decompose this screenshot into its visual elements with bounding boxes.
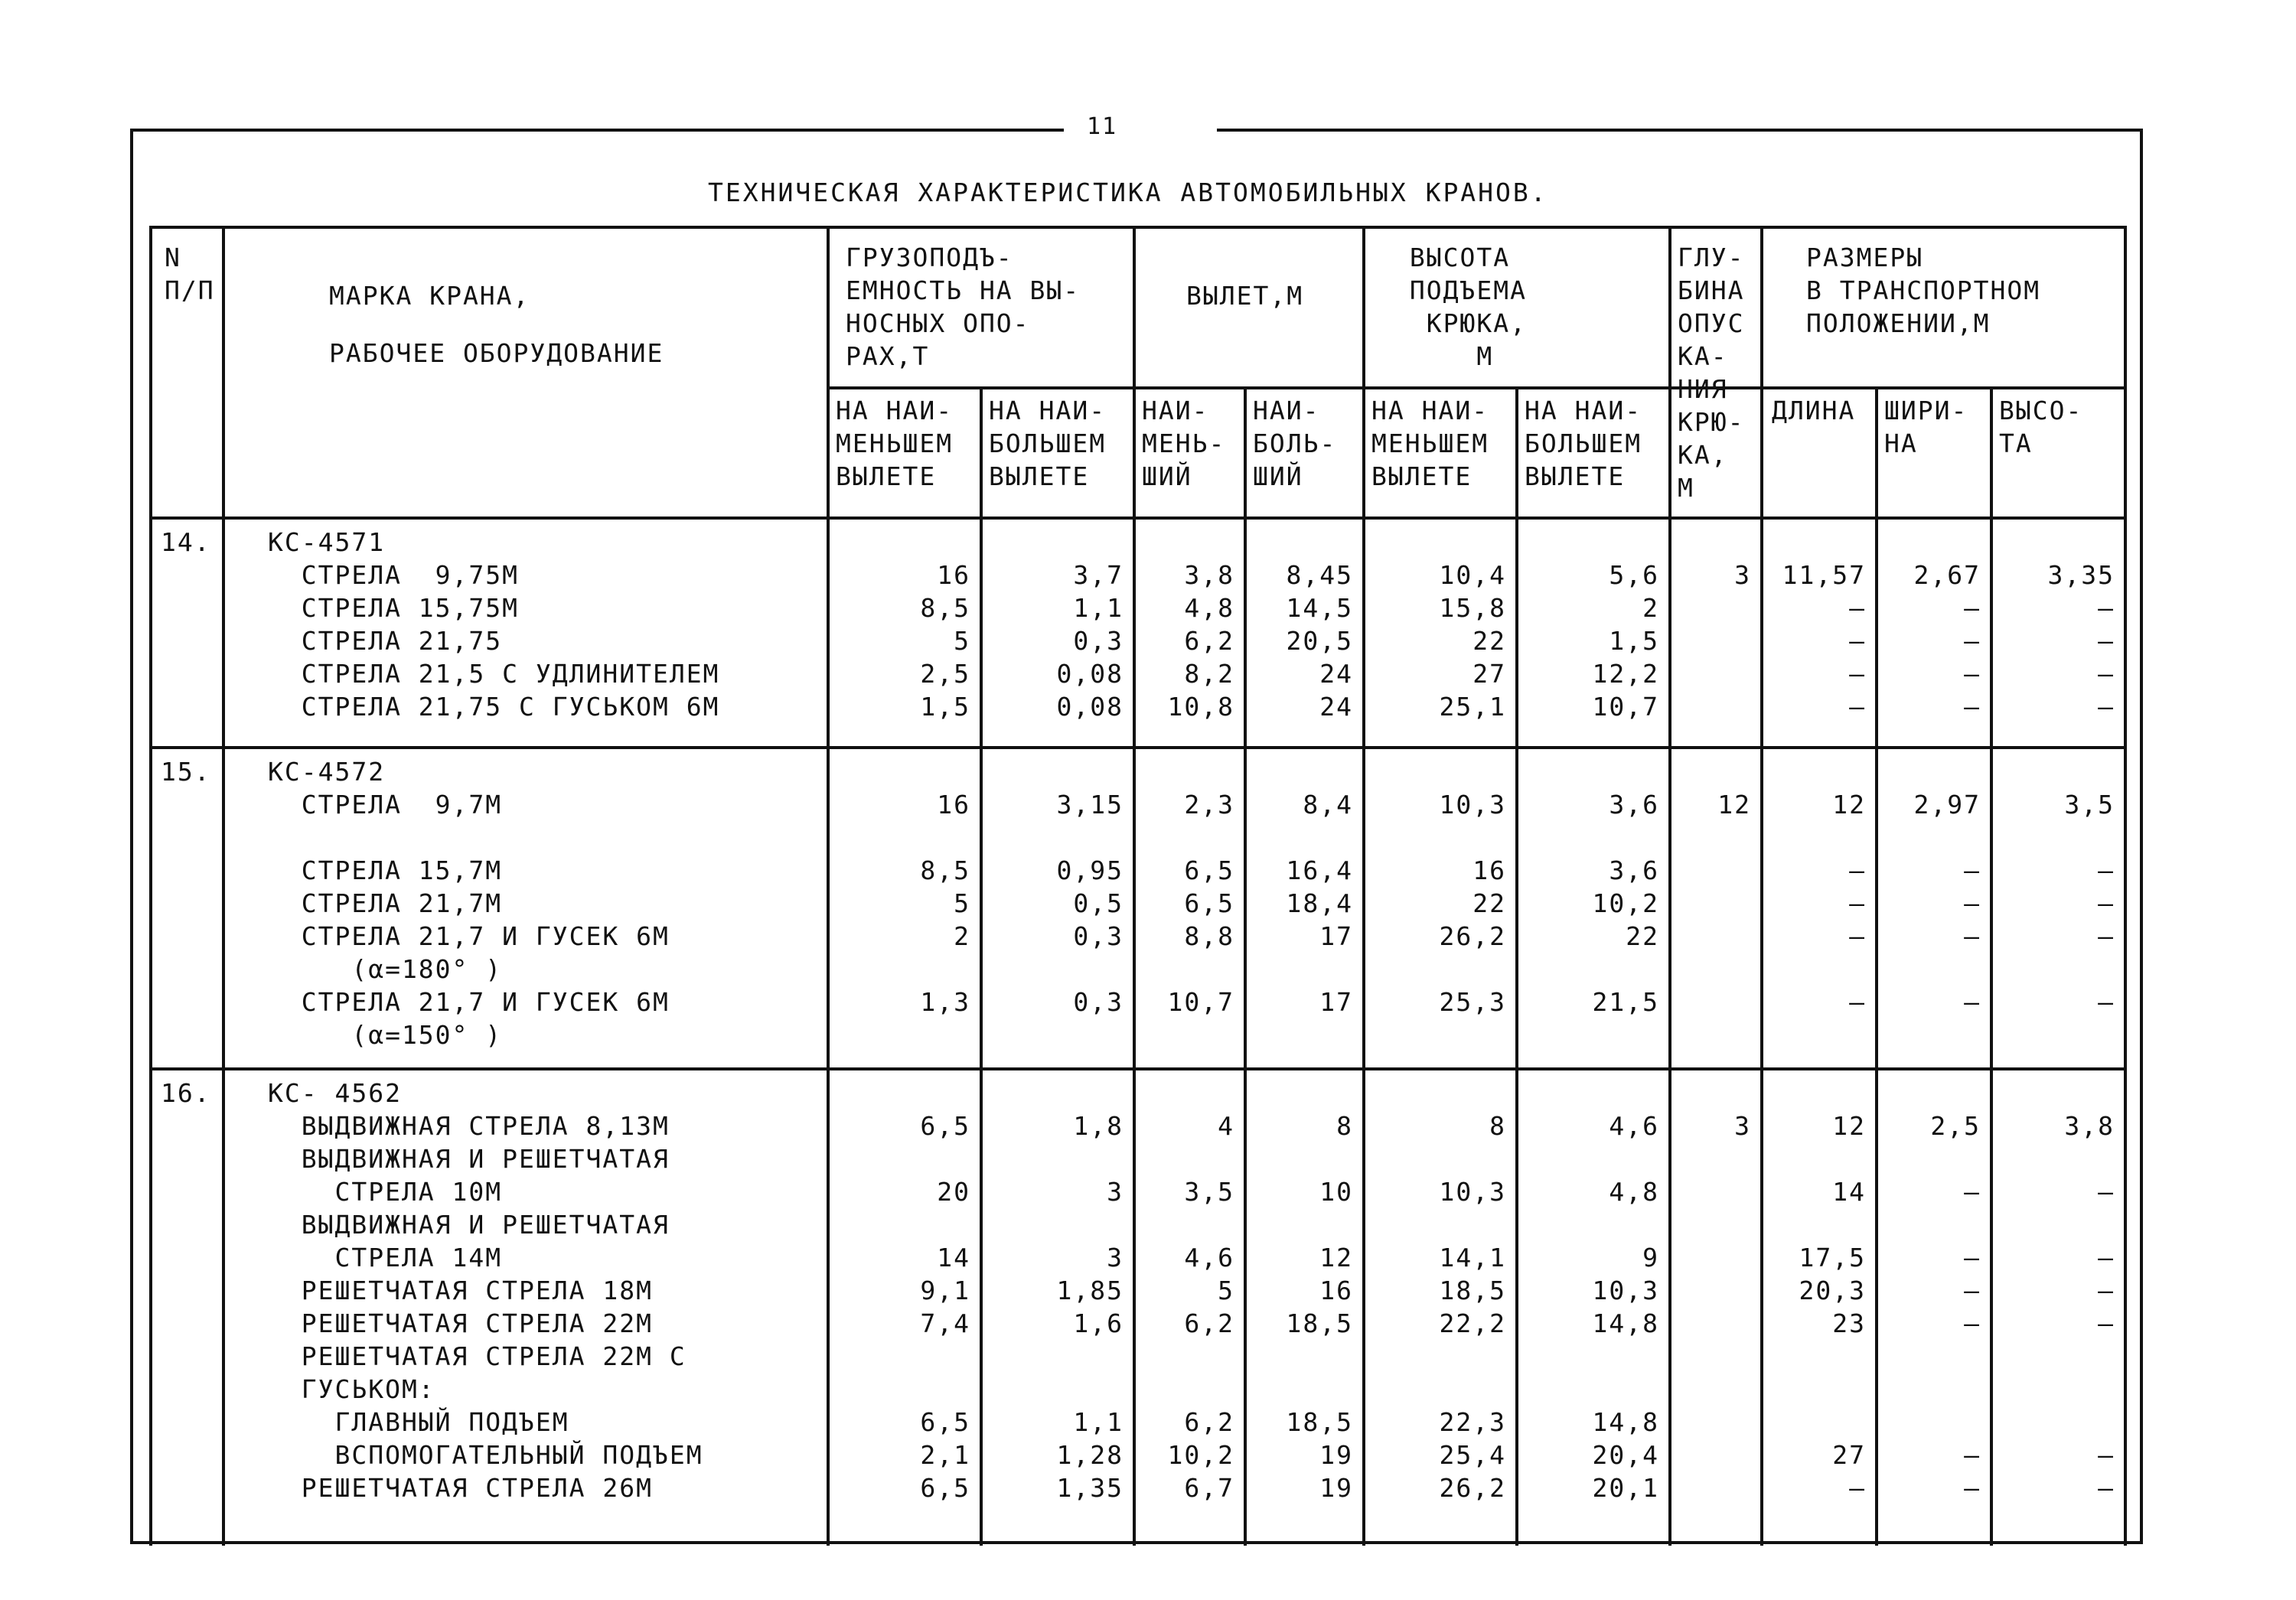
header-dims: РАЗМЕРЫ В ТРАНСПОРТНОМ ПОЛОЖЕНИИ,М — [1806, 243, 2041, 338]
cell-value: 25,4 — [1439, 1440, 1506, 1470]
equipment-name: СТРЕЛА 21,7М — [268, 888, 503, 918]
cell-value: 12 — [1832, 790, 1866, 820]
cell-value: 6,2 — [1184, 1308, 1234, 1338]
cell-value: – — [1964, 987, 1981, 1017]
crane-spec-table — [149, 226, 2124, 1546]
equipment-name: ГУСЬКОМ: — [268, 1374, 435, 1404]
cell-value: 27 — [1832, 1440, 1866, 1470]
cell-value: 22 — [1473, 888, 1506, 918]
cell-value: 12 — [1319, 1243, 1353, 1273]
cell-value: – — [2098, 921, 2115, 951]
column-line — [1760, 226, 1763, 1546]
cell-value: – — [1964, 593, 1981, 623]
header-reach: ВЫЛЕТ,М — [1186, 281, 1304, 311]
cell-value: 2,1 — [920, 1440, 970, 1470]
cell-value: 12 — [1832, 1111, 1866, 1141]
cell-value: 8 — [1336, 1111, 1353, 1141]
cell-value: 10,7 — [1592, 692, 1659, 722]
header-equipment-line: РАБОЧЕЕ ОБОРУДОВАНИЕ — [329, 338, 664, 368]
cell-value: 10,3 — [1592, 1276, 1659, 1305]
table-title: ТЕХНИЧЕСКАЯ ХАРАКТЕРИСТИКА АВТОМОБИЛЬНЫХ КРАНОВ. — [708, 178, 1548, 207]
cell-value: 4,8 — [1184, 593, 1234, 623]
column-line — [1133, 226, 1136, 1546]
cell-value: 0,3 — [1073, 921, 1124, 951]
cell-value: 10,7 — [1167, 987, 1234, 1017]
cell-value: 6,5 — [1184, 888, 1234, 918]
column-line — [827, 226, 830, 1546]
row-number: 16. — [161, 1078, 211, 1108]
cell-value: 8,5 — [920, 593, 970, 623]
cell-value: 20,1 — [1592, 1473, 1659, 1503]
cell-value: 24 — [1319, 692, 1353, 722]
cell-value: 20 — [937, 1177, 970, 1207]
cell-value: 12 — [1717, 790, 1751, 820]
cell-value: 18,5 — [1286, 1407, 1353, 1437]
cell-value: 10,4 — [1439, 560, 1506, 590]
cell-value: 3 — [1734, 560, 1751, 590]
equipment-name: РЕШЕТЧАТАЯ СТРЕЛА 22М С — [268, 1341, 687, 1371]
cell-value: 10 — [1319, 1177, 1353, 1207]
cell-value: 0,3 — [1073, 626, 1124, 656]
equipment-name: КС- 4562 — [268, 1078, 402, 1108]
cell-value: 22,3 — [1439, 1407, 1506, 1437]
header-cap-max: НА НАИ- БОЛЬШЕМ ВЫЛЕТЕ — [989, 396, 1107, 491]
cell-value: – — [2098, 659, 2115, 689]
equipment-name: СТРЕЛА 15,75М — [268, 593, 520, 623]
header-depth: ГЛУ- БИНА ОПУС КА- НИЯ КРЮ- КА, М — [1678, 243, 1745, 503]
cell-value: 17 — [1319, 987, 1353, 1017]
cell-value: 22 — [1473, 626, 1506, 656]
cell-value: – — [2098, 692, 2115, 722]
cell-value: 21,5 — [1592, 987, 1659, 1017]
cell-value: 6,5 — [920, 1407, 970, 1437]
cell-value: 4,6 — [1609, 1111, 1659, 1141]
cell-value: 3,7 — [1073, 560, 1124, 590]
cell-value: 17,5 — [1799, 1243, 1866, 1273]
cell-value: 0,5 — [1073, 888, 1124, 918]
row-number: 15. — [161, 757, 211, 787]
cell-value: – — [1964, 1473, 1981, 1503]
cell-value: 24 — [1319, 659, 1353, 689]
header-reach-min: НАИ- МЕНЬ- ШИЙ — [1142, 396, 1226, 491]
cell-value: 8,4 — [1303, 790, 1353, 820]
cell-value: 25,1 — [1439, 692, 1506, 722]
column-line — [1668, 226, 1671, 1546]
cell-value: 2,67 — [1913, 560, 1981, 590]
cell-value: 5,6 — [1609, 560, 1659, 590]
cell-value: 20,5 — [1286, 626, 1353, 656]
cell-value: 3,6 — [1609, 790, 1659, 820]
subcolumn-line — [1875, 386, 1878, 1546]
equipment-name: (α=150° ) — [268, 1020, 503, 1050]
cell-value: 3 — [1107, 1177, 1124, 1207]
cell-value: 16 — [1473, 855, 1506, 885]
cell-value: 26,2 — [1439, 921, 1506, 951]
section-line — [149, 1067, 2124, 1070]
equipment-name: ВЫДВИЖНАЯ СТРЕЛА 8,13М — [268, 1111, 670, 1141]
cell-value: 3,8 — [2064, 1111, 2115, 1141]
cell-value: 1,5 — [920, 692, 970, 722]
cell-value: 19 — [1319, 1440, 1353, 1470]
cell-value: 5 — [954, 626, 970, 656]
cell-value: 1,5 — [1609, 626, 1659, 656]
cell-value: 1,28 — [1056, 1440, 1124, 1470]
equipment-name: (α=180° ) — [268, 954, 503, 984]
cell-value: – — [2098, 987, 2115, 1017]
cell-value: 6,5 — [920, 1473, 970, 1503]
column-line — [1362, 226, 1365, 1546]
cell-value: 16 — [937, 560, 970, 590]
subheader-line — [827, 386, 1760, 389]
subcolumn-line — [980, 386, 983, 1546]
column-line — [149, 226, 152, 1546]
cell-value: 0,95 — [1056, 855, 1124, 885]
cell-value: 8,2 — [1184, 659, 1234, 689]
equipment-name: КС-4572 — [268, 757, 386, 787]
cell-value: – — [1849, 626, 1866, 656]
cell-value: 14,8 — [1592, 1308, 1659, 1338]
cell-value: 18,4 — [1286, 888, 1353, 918]
cell-value: 0,08 — [1056, 692, 1124, 722]
cell-value: 2,5 — [1930, 1111, 1981, 1141]
cell-value: 19 — [1319, 1473, 1353, 1503]
cell-value: – — [2098, 888, 2115, 918]
column-line — [2124, 226, 2127, 1546]
cell-value: 16 — [937, 790, 970, 820]
header-height-max: НА НАИ- БОЛЬШЕМ ВЫЛЕТЕ — [1525, 396, 1642, 491]
equipment-name: ВСПОМОГАТЕЛЬНЫЙ ПОДЪЕМ — [268, 1440, 703, 1470]
equipment-name: СТРЕЛА 21,5 С УДЛИНИТЕЛЕМ — [268, 659, 720, 689]
equipment-name: ВЫДВИЖНАЯ И РЕШЕТЧАТАЯ — [268, 1210, 670, 1240]
equipment-name: СТРЕЛА 14М — [268, 1243, 503, 1273]
cell-value: 5 — [954, 888, 970, 918]
cell-value: – — [1964, 1177, 1981, 1207]
header-height-transport: ВЫСО- ТА — [1999, 396, 2083, 458]
row-number: 14. — [161, 527, 211, 557]
cell-value: 1,6 — [1073, 1308, 1124, 1338]
cell-value: – — [2098, 1177, 2115, 1207]
cell-value: 3,5 — [1184, 1177, 1234, 1207]
cell-value: 15,8 — [1439, 593, 1506, 623]
cell-value: 1,3 — [920, 987, 970, 1017]
cell-value: 1,1 — [1073, 593, 1124, 623]
cell-value: – — [1964, 921, 1981, 951]
equipment-name: СТРЕЛА 10М — [268, 1177, 503, 1207]
cell-value: 16 — [1319, 1276, 1353, 1305]
page-number: 11 — [1071, 113, 1133, 140]
cell-value: 17 — [1319, 921, 1353, 951]
cell-value: – — [1964, 1276, 1981, 1305]
cell-value: – — [2098, 855, 2115, 885]
equipment-name: СТРЕЛА 21,75 С ГУСЬКОМ 6М — [268, 692, 720, 722]
cell-value: 9 — [1642, 1243, 1659, 1273]
cell-value: – — [1964, 855, 1981, 885]
cell-value: 0,3 — [1073, 987, 1124, 1017]
header-length: ДЛИНА — [1772, 396, 1856, 425]
cell-value: – — [2098, 1276, 2115, 1305]
cell-value: 3,5 — [2064, 790, 2115, 820]
cell-value: – — [1964, 692, 1981, 722]
cell-value: 1,8 — [1073, 1111, 1124, 1141]
table-top-line — [149, 226, 2124, 229]
subheader-line-dims — [1760, 386, 2124, 389]
cell-value: – — [1964, 1243, 1981, 1273]
cell-value: 2,97 — [1913, 790, 1981, 820]
cell-value: 3 — [1107, 1243, 1124, 1273]
cell-value: 18,5 — [1286, 1308, 1353, 1338]
cell-value: 12,2 — [1592, 659, 1659, 689]
cell-value: 9,1 — [920, 1276, 970, 1305]
cell-value: 8,5 — [920, 855, 970, 885]
equipment-name: ВЫДВИЖНАЯ И РЕШЕТЧАТАЯ — [268, 1144, 670, 1174]
cell-value: 25,3 — [1439, 987, 1506, 1017]
cell-value: – — [1849, 987, 1866, 1017]
cell-value: 5 — [1218, 1276, 1234, 1305]
cell-value: 14 — [1832, 1177, 1866, 1207]
equipment-name: СТРЕЛА 9,7М — [268, 790, 503, 820]
cell-value: – — [1849, 593, 1866, 623]
cell-value: – — [2098, 1243, 2115, 1273]
cell-value: 3,6 — [1609, 855, 1659, 885]
header-brand-line: МАРКА КРАНА, — [329, 281, 530, 311]
cell-value: 4,6 — [1184, 1243, 1234, 1273]
header-hook-height: ВЫСОТА ПОДЪЕМА КРЮКА, М — [1409, 243, 1527, 371]
cell-value: 2,3 — [1184, 790, 1234, 820]
cell-value: 27 — [1473, 659, 1506, 689]
cell-value: 22,2 — [1439, 1308, 1506, 1338]
cell-value: – — [2098, 1308, 2115, 1338]
cell-value: – — [1849, 659, 1866, 689]
header-cap-min: НА НАИ- МЕНЬШЕМ ВЫЛЕТЕ — [836, 396, 954, 491]
equipment-name: СТРЕЛА 21,7 И ГУСЕК 6М — [268, 921, 670, 951]
cell-value: – — [1964, 626, 1981, 656]
equipment-name: РЕШЕТЧАТАЯ СТРЕЛА 22М — [268, 1308, 653, 1338]
cell-value: – — [1964, 1308, 1981, 1338]
cell-value: 8,8 — [1184, 921, 1234, 951]
cell-value: – — [1849, 692, 1866, 722]
header-height-min: НА НАИ- МЕНЬШЕМ ВЫЛЕТЕ — [1371, 396, 1489, 491]
cell-value: 1,35 — [1056, 1473, 1124, 1503]
cell-value: 6,2 — [1184, 626, 1234, 656]
section-line — [149, 746, 2124, 749]
header-capacity: ГРУЗОПОДЪ- ЕМНОСТЬ НА ВЫ- НОСНЫХ ОПО- РАХ,Т — [846, 243, 1081, 371]
cell-value: 6,5 — [920, 1111, 970, 1141]
cell-value: – — [2098, 1473, 2115, 1503]
section-line — [149, 516, 2124, 520]
cell-value: 20,3 — [1799, 1276, 1866, 1305]
cell-value: 1,1 — [1073, 1407, 1124, 1437]
cell-value: 14 — [937, 1243, 970, 1273]
cell-value: 10,2 — [1592, 888, 1659, 918]
header-width: ШИРИ- НА — [1884, 396, 1968, 458]
cell-value: 2 — [1642, 593, 1659, 623]
cell-value: – — [1964, 659, 1981, 689]
equipment-name: СТРЕЛА 21,7 И ГУСЕК 6М — [268, 987, 670, 1017]
cell-value: 6,7 — [1184, 1473, 1234, 1503]
equipment-name: РЕШЕТЧАТАЯ СТРЕЛА 18М — [268, 1276, 653, 1305]
cell-value: 1,85 — [1056, 1276, 1124, 1305]
cell-value: – — [1964, 888, 1981, 918]
cell-value: 7,4 — [920, 1308, 970, 1338]
cell-value: – — [1964, 1440, 1981, 1470]
cell-value: 3,35 — [2047, 560, 2115, 590]
cell-value: – — [1849, 888, 1866, 918]
cell-value: 10,3 — [1439, 790, 1506, 820]
cell-value: – — [2098, 1440, 2115, 1470]
cell-value: 8,45 — [1286, 560, 1353, 590]
cell-value: – — [1849, 921, 1866, 951]
equipment-name: СТРЕЛА 15,7М — [268, 855, 503, 885]
cell-value: 0,08 — [1056, 659, 1124, 689]
subcolumn-line — [1244, 386, 1247, 1546]
cell-value: 6,5 — [1184, 855, 1234, 885]
equipment-name: КС-4571 — [268, 527, 386, 557]
cell-value: 6,2 — [1184, 1407, 1234, 1437]
cell-value: 2 — [954, 921, 970, 951]
cell-value: 2,5 — [920, 659, 970, 689]
cell-value: 8 — [1489, 1111, 1506, 1141]
cell-value: 3,15 — [1056, 790, 1124, 820]
cell-value: 3,8 — [1184, 560, 1234, 590]
cell-value: 23 — [1832, 1308, 1866, 1338]
cell-value: 4,8 — [1609, 1177, 1659, 1207]
cell-value: 26,2 — [1439, 1473, 1506, 1503]
cell-value: – — [1849, 1473, 1866, 1503]
cell-value: 10,3 — [1439, 1177, 1506, 1207]
cell-value: 3 — [1734, 1111, 1751, 1141]
cell-value: 14,5 — [1286, 593, 1353, 623]
equipment-name: СТРЕЛА 21,75 — [268, 626, 503, 656]
equipment-name: СТРЕЛА 9,75М — [268, 560, 520, 590]
cell-value: 14,1 — [1439, 1243, 1506, 1273]
column-line — [222, 226, 225, 1546]
cell-value: – — [2098, 593, 2115, 623]
equipment-name: РЕШЕТЧАТАЯ СТРЕЛА 26М — [268, 1473, 653, 1503]
subcolumn-line — [1515, 386, 1518, 1546]
cell-value: 10,8 — [1167, 692, 1234, 722]
cell-value: 10,2 — [1167, 1440, 1234, 1470]
cell-value: 4 — [1218, 1111, 1234, 1141]
header-num: N П/П — [165, 243, 215, 305]
cell-value: 11,57 — [1782, 560, 1866, 590]
cell-value: – — [2098, 626, 2115, 656]
equipment-name: ГЛАВНЫЙ ПОДЪЕМ — [268, 1407, 569, 1437]
cell-value: – — [1849, 855, 1866, 885]
cell-value: 20,4 — [1592, 1440, 1659, 1470]
cell-value: 22 — [1626, 921, 1659, 951]
cell-value: 18,5 — [1439, 1276, 1506, 1305]
subcolumn-line — [1990, 386, 1993, 1546]
cell-value: 14,8 — [1592, 1407, 1659, 1437]
cell-value: 16,4 — [1286, 855, 1353, 885]
header-reach-max: НАИ- БОЛЬ- ШИЙ — [1253, 396, 1337, 491]
